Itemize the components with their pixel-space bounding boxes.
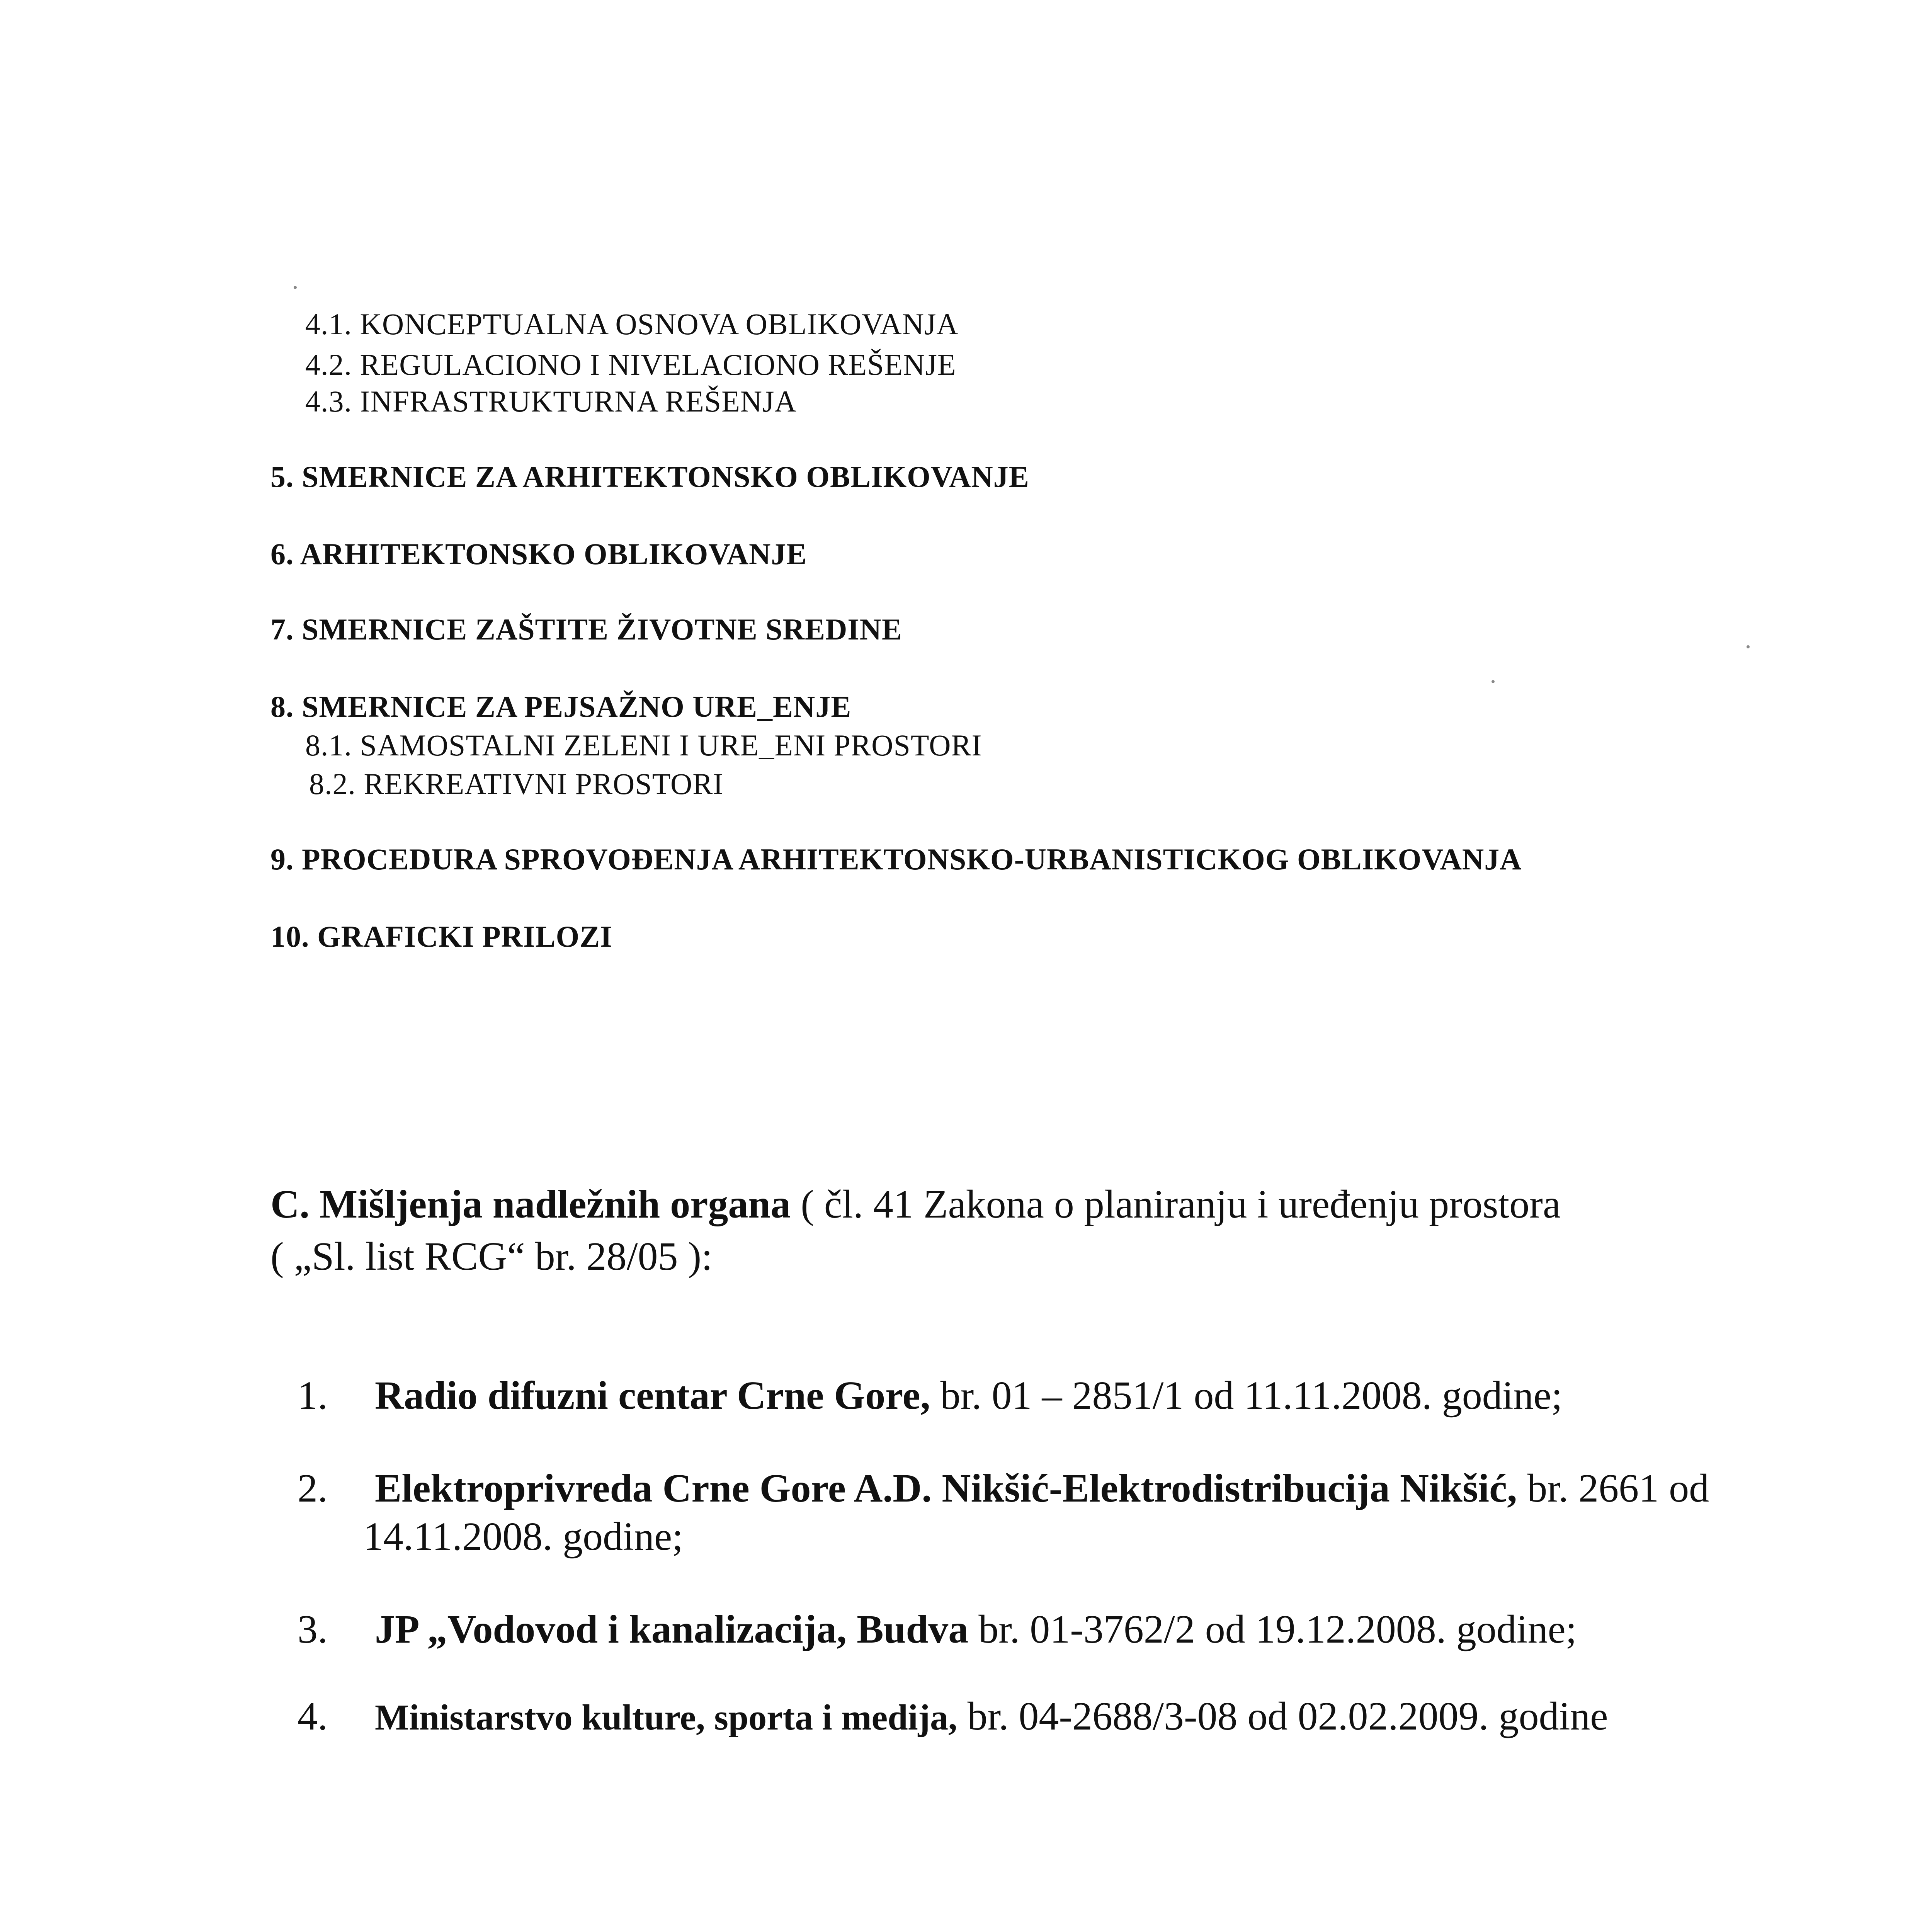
section-c-title-line2: ( „Sl. list RCG“ br. 28/05 ): [270,1234,713,1279]
opinion-item-reference: br. 2661 od [1517,1466,1709,1510]
toc-item-10: 10. GRAFICKI PRILOZI [270,920,612,953]
toc-item-8-1: 8.1. SAMOSTALNI ZELENI I URE_ENI PROSTORI [305,728,982,762]
opinion-item-reference: br. 04-2688/3-08 od 02.02.2009. godine [957,1694,1608,1738]
opinion-item-3 [298,1609,1577,1650]
section-c-title [270,1184,1561,1225]
opinion-item-2 [298,1468,1709,1509]
toc-item-7: 7. SMERNICE ZAŠTITE ŽIVOTNE SREDINE [270,612,903,646]
opinion-item-authority: Radio difuzni centar Crne Gore, [375,1373,930,1418]
opinion-item-authority: Ministarstvo kulture, sporta i medija, [375,1697,957,1738]
toc-item-4-3: 4.3. INFRASTRUKTURNA REŠENJA [305,384,797,418]
opinion-item-number: 3. [298,1607,328,1651]
opinion-item-4 [298,1696,1608,1736]
toc-item-6: 6. ARHITEKTONSKO OBLIKOVANJE [270,537,807,571]
toc-item-8: 8. SMERNICE ZA PEJSAŽNO URE_ENJE [270,690,852,723]
toc-item-9: 9. PROCEDURA SPROVOĐENJA ARHITEKTONSKO-URBANISTICKOG OBLIKOVANJA [270,842,1522,876]
opinion-item-number: 4. [298,1694,328,1738]
scan-speck [1747,645,1750,648]
opinion-item-number: 1. [298,1373,328,1418]
opinion-item-authority: Elektroprivreda Crne Gore A.D. Nikšić-Elektrodistribucija Nikšić, [375,1466,1517,1510]
opinion-item-reference: br. 01-3762/2 od 19.12.2008. godine; [968,1607,1577,1651]
opinion-item-reference: br. 01 – 2851/1 od 11.11.2008. godine; [930,1373,1563,1418]
scan-speck [294,286,297,289]
section-c-title-bold: C. Mišljenja nadležnih organa [270,1182,791,1226]
toc-item-4-2: 4.2. REGULACIONO I NIVELACIONO REŠENJE [305,348,956,381]
opinion-item-1 [298,1373,1563,1418]
section-c-title-rest: ( čl. 41 Zakona o planiranju i uređenju prostora [791,1182,1561,1226]
toc-item-4-1: 4.1. KONCEPTUALNA OSNOVA OBLIKOVANJA [305,307,959,341]
opinion-item-authority: JP „Vodovod i kanalizacija, Budva [375,1607,969,1651]
opinion-item-2-continuation: 14.11.2008. godine; [363,1514,684,1559]
toc-item-5: 5. SMERNICE ZA ARHITEKTONSKO OBLIKOVANJE [270,460,1029,493]
opinion-item-number: 2. [298,1466,328,1510]
scan-speck [1492,680,1495,683]
toc-item-8-2: 8.2. REKREATIVNI PROSTORI [309,767,724,801]
